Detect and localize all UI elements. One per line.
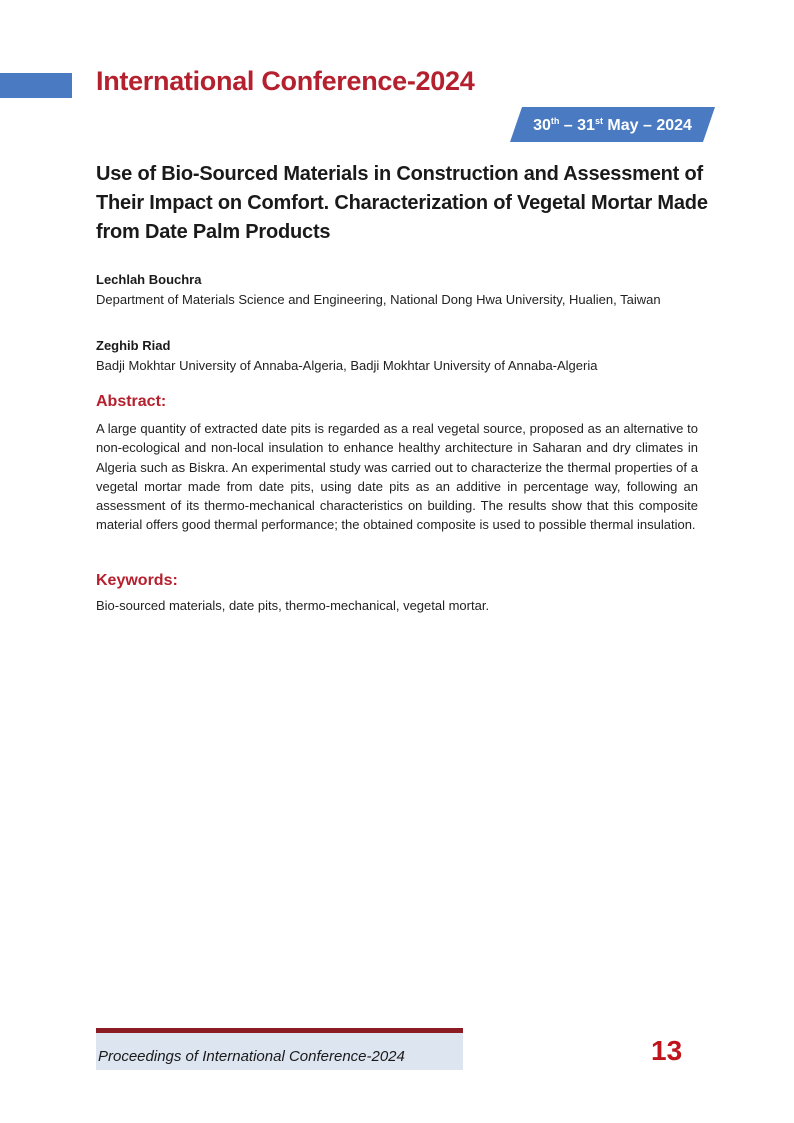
- date-banner: [510, 107, 715, 142]
- date-day2-suffix: st: [594, 116, 603, 126]
- date-day2: 31: [577, 117, 595, 134]
- date-month-year: May – 2024: [602, 117, 692, 134]
- date-separator: –: [559, 117, 578, 134]
- header-accent-bar: [0, 73, 72, 98]
- author-name: Zeghib Riad: [96, 338, 171, 353]
- date-day1-suffix: th: [550, 116, 560, 126]
- conference-date: [510, 116, 715, 135]
- footer-proceedings: Proceedings of International Conference-2024: [98, 1048, 405, 1065]
- conference-title: International Conference-2024: [96, 66, 475, 96]
- abstract-text: A large quantity of extracted date pits is regarded as a real vegetal source, proposed as an alternative to non-ecological and non-local insulation to enhance healthy architecture in Saharan and dry climates in Algeria such as Biskra. An experimental study was carried out to characterize the thermal properties of a vegetal mortar made from date pits, using date pits as an additive in percentage way, following an assessment of its thermo-mechanical characteristics on building. The results show that this composite material offers good thermal performance; the obtained composite is used to possible thermal insulation.: [96, 421, 698, 533]
- author-name: Lechlah Bouchra: [96, 272, 202, 287]
- abstract-heading: Abstract:: [96, 393, 167, 410]
- author-affiliation: Department of Materials Science and Engineering, National Dong Hwa University, Hualien, Taiwan: [96, 292, 661, 307]
- author-affiliation: Badji Mokhtar University of Annaba-Algeria, Badji Mokhtar University of Annaba-Algeria: [96, 358, 598, 373]
- page-number: 13: [651, 1035, 683, 1066]
- keywords-text: Bio-sourced materials, date pits, thermo-mechanical, vegetal mortar.: [96, 598, 490, 613]
- date-day1: 30: [533, 117, 551, 134]
- keywords-heading: Keywords:: [96, 572, 178, 589]
- paper-title: Use of Bio-Sourced Materials in Construction and Assessment of Their Impact on Comfort. Characterization of Vegetal Mortar Made from Date Palm Products: [96, 163, 708, 243]
